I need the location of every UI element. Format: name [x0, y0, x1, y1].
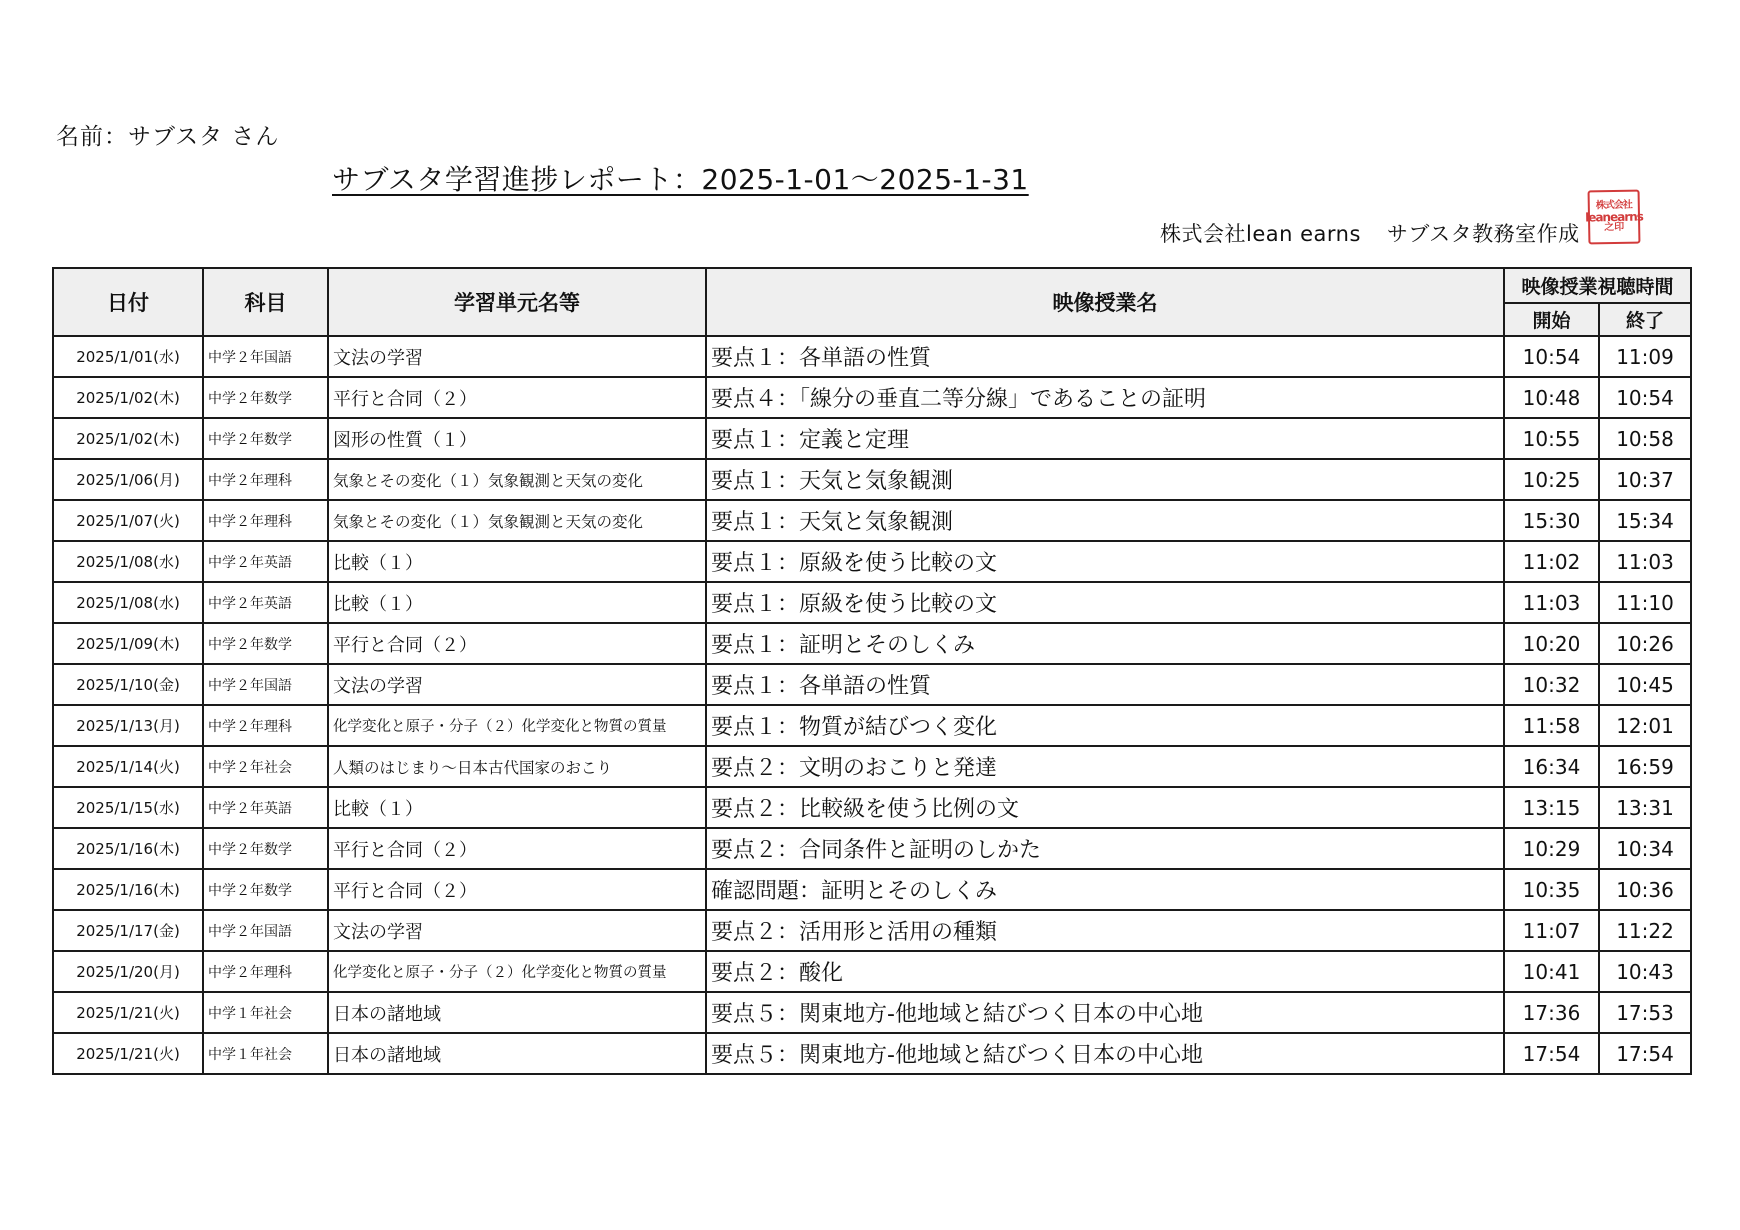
cell-lesson: 要点１：原級を使う比較の文: [706, 541, 1504, 582]
cell-end-time: 11:10: [1599, 582, 1691, 623]
cell-date: 2025/1/16(木): [53, 828, 203, 869]
cell-subject: 中学２年社会: [203, 746, 328, 787]
cell-unit: 日本の諸地域: [328, 992, 706, 1033]
table-row: [53, 418, 1691, 459]
cell-unit: 平行と合同（２）: [328, 623, 706, 664]
cell-end-time: 17:53: [1599, 992, 1691, 1033]
cell-unit: 文法の学習: [328, 664, 706, 705]
table-row: [53, 828, 1691, 869]
cell-start-time: 11:02: [1504, 541, 1599, 582]
cell-date: 2025/1/09(木): [53, 623, 203, 664]
table-row: [53, 664, 1691, 705]
cell-subject: 中学２年数学: [203, 828, 328, 869]
seal-text-top: 株式会社: [1595, 199, 1632, 212]
cell-unit: 人類のはじまり～日本古代国家のおこり: [328, 746, 706, 787]
cell-lesson: 確認問題：証明とそのしくみ: [706, 869, 1504, 910]
cell-start-time: 11:03: [1504, 582, 1599, 623]
cell-date: 2025/1/20(月): [53, 951, 203, 992]
progress-table: [52, 267, 1692, 1075]
seal-text-middle: leanearns: [1585, 209, 1643, 225]
table-row: [53, 377, 1691, 418]
cell-end-time: 10:37: [1599, 459, 1691, 500]
cell-end-time: 10:34: [1599, 828, 1691, 869]
cell-subject: 中学２年数学: [203, 623, 328, 664]
cell-unit: 比較（１）: [328, 582, 706, 623]
cell-lesson: 要点２：比較級を使う比例の文: [706, 787, 1504, 828]
cell-unit: 文法の学習: [328, 336, 706, 377]
cell-subject: 中学１年社会: [203, 1033, 328, 1074]
cell-date: 2025/1/13(月): [53, 705, 203, 746]
seal-text-bottom: 之印: [1604, 221, 1625, 234]
header-viewing-time: 映像授業視聴時間: [1504, 268, 1691, 303]
cell-lesson: 要点５：関東地方-他地域と結びつく日本の中心地: [706, 992, 1504, 1033]
cell-date: 2025/1/15(水): [53, 787, 203, 828]
cell-lesson: 要点１：原級を使う比較の文: [706, 582, 1504, 623]
cell-unit: 化学変化と原子・分子（２）化学変化と物質の質量: [328, 951, 706, 992]
cell-subject: 中学２年理科: [203, 705, 328, 746]
cell-end-time: 10:36: [1599, 869, 1691, 910]
cell-date: 2025/1/21(火): [53, 992, 203, 1033]
cell-subject: 中学２年英語: [203, 582, 328, 623]
cell-date: 2025/1/16(木): [53, 869, 203, 910]
cell-lesson: 要点１：定義と定理: [706, 418, 1504, 459]
cell-end-time: 12:01: [1599, 705, 1691, 746]
office-name: サブスタ教務室作成: [1386, 222, 1580, 246]
cell-subject: 中学１年社会: [203, 992, 328, 1033]
cell-unit: 平行と合同（２）: [328, 828, 706, 869]
header-subject: 科目: [203, 268, 328, 336]
cell-lesson: 要点２：酸化: [706, 951, 1504, 992]
cell-date: 2025/1/08(水): [53, 541, 203, 582]
header-unit: 学習単元名等: [328, 268, 706, 336]
cell-end-time: 10:58: [1599, 418, 1691, 459]
cell-lesson: 要点１：物質が結びつく変化: [706, 705, 1504, 746]
table-row: [53, 1033, 1691, 1074]
cell-end-time: 11:22: [1599, 910, 1691, 951]
cell-end-time: 13:31: [1599, 787, 1691, 828]
cell-date: 2025/1/10(金): [53, 664, 203, 705]
cell-start-time: 11:07: [1504, 910, 1599, 951]
cell-end-time: 16:59: [1599, 746, 1691, 787]
cell-date: 2025/1/02(木): [53, 377, 203, 418]
cell-unit: 平行と合同（２）: [328, 377, 706, 418]
cell-start-time: 17:36: [1504, 992, 1599, 1033]
table-body: [53, 336, 1691, 1074]
cell-unit: 比較（１）: [328, 541, 706, 582]
cell-end-time: 10:43: [1599, 951, 1691, 992]
issuer-line: [1160, 218, 1580, 248]
cell-unit: 比較（１）: [328, 787, 706, 828]
cell-end-time: 10:45: [1599, 664, 1691, 705]
cell-end-time: 11:03: [1599, 541, 1691, 582]
cell-start-time: 10:20: [1504, 623, 1599, 664]
cell-end-time: 11:09: [1599, 336, 1691, 377]
cell-subject: 中学２年理科: [203, 951, 328, 992]
cell-start-time: 10:54: [1504, 336, 1599, 377]
cell-end-time: 15:34: [1599, 500, 1691, 541]
cell-unit: 平行と合同（２）: [328, 869, 706, 910]
cell-start-time: 13:15: [1504, 787, 1599, 828]
cell-date: 2025/1/14(火): [53, 746, 203, 787]
cell-subject: 中学２年理科: [203, 500, 328, 541]
cell-subject: 中学２年理科: [203, 459, 328, 500]
company-seal-stamp: [1585, 190, 1643, 245]
cell-lesson: 要点２：合同条件と証明のしかた: [706, 828, 1504, 869]
cell-start-time: 10:41: [1504, 951, 1599, 992]
cell-unit: 文法の学習: [328, 910, 706, 951]
cell-start-time: 10:32: [1504, 664, 1599, 705]
cell-subject: 中学２年英語: [203, 541, 328, 582]
cell-date: 2025/1/06(月): [53, 459, 203, 500]
cell-date: 2025/1/21(火): [53, 1033, 203, 1074]
table-row: [53, 705, 1691, 746]
header-date: 日付: [53, 268, 203, 336]
cell-subject: 中学２年英語: [203, 787, 328, 828]
cell-start-time: 15:30: [1504, 500, 1599, 541]
cell-end-time: 17:54: [1599, 1033, 1691, 1074]
cell-lesson: 要点１：天気と気象観測: [706, 500, 1504, 541]
table-row: [53, 951, 1691, 992]
cell-start-time: 10:29: [1504, 828, 1599, 869]
report-title: サブスタ学習進捗レポート：2025-1-01～2025-1-31: [332, 163, 1029, 196]
cell-lesson: 要点４：「線分の垂直二等分線」であることの証明: [706, 377, 1504, 418]
cell-start-time: 10:48: [1504, 377, 1599, 418]
header-start: 開始: [1504, 303, 1599, 336]
cell-date: 2025/1/01(水): [53, 336, 203, 377]
table-row: [53, 541, 1691, 582]
cell-date: 2025/1/07(火): [53, 500, 203, 541]
cell-subject: 中学２年数学: [203, 377, 328, 418]
cell-lesson: 要点２：文明のおこりと発達: [706, 746, 1504, 787]
cell-start-time: 17:54: [1504, 1033, 1599, 1074]
table-header-row: [53, 268, 1691, 303]
cell-lesson: 要点１：各単語の性質: [706, 336, 1504, 377]
table-row: [53, 992, 1691, 1033]
table-row: [53, 459, 1691, 500]
table-row: [53, 787, 1691, 828]
cell-lesson: 要点５：関東地方-他地域と結びつく日本の中心地: [706, 1033, 1504, 1074]
table-row: [53, 910, 1691, 951]
cell-lesson: 要点１：各単語の性質: [706, 664, 1504, 705]
cell-lesson: 要点１：証明とそのしくみ: [706, 623, 1504, 664]
cell-unit: 気象とその変化（１）気象観測と天気の変化: [328, 500, 706, 541]
table-row: [53, 746, 1691, 787]
header-end: 終了: [1599, 303, 1691, 336]
cell-unit: 化学変化と原子・分子（２）化学変化と物質の質量: [328, 705, 706, 746]
cell-start-time: 10:55: [1504, 418, 1599, 459]
cell-date: 2025/1/02(木): [53, 418, 203, 459]
table-row: [53, 336, 1691, 377]
cell-start-time: 10:35: [1504, 869, 1599, 910]
table-row: [53, 623, 1691, 664]
cell-start-time: 11:58: [1504, 705, 1599, 746]
cell-unit: 図形の性質（１）: [328, 418, 706, 459]
cell-subject: 中学２年数学: [203, 869, 328, 910]
cell-unit: 気象とその変化（１）気象観測と天気の変化: [328, 459, 706, 500]
cell-date: 2025/1/08(水): [53, 582, 203, 623]
student-name: 名前：サブスタ さん: [56, 124, 280, 150]
header-lesson: 映像授業名: [706, 268, 1504, 336]
cell-start-time: 16:34: [1504, 746, 1599, 787]
cell-subject: 中学２年国語: [203, 336, 328, 377]
cell-subject: 中学２年国語: [203, 910, 328, 951]
cell-lesson: 要点２：活用形と活用の種類: [706, 910, 1504, 951]
cell-end-time: 10:26: [1599, 623, 1691, 664]
cell-lesson: 要点１：天気と気象観測: [706, 459, 1504, 500]
table-row: [53, 869, 1691, 910]
table-row: [53, 500, 1691, 541]
cell-unit: 日本の諸地域: [328, 1033, 706, 1074]
company-name: 株式会社lean earns: [1160, 222, 1361, 246]
cell-subject: 中学２年国語: [203, 664, 328, 705]
table-row: [53, 582, 1691, 623]
cell-end-time: 10:54: [1599, 377, 1691, 418]
cell-date: 2025/1/17(金): [53, 910, 203, 951]
cell-start-time: 10:25: [1504, 459, 1599, 500]
cell-subject: 中学２年数学: [203, 418, 328, 459]
